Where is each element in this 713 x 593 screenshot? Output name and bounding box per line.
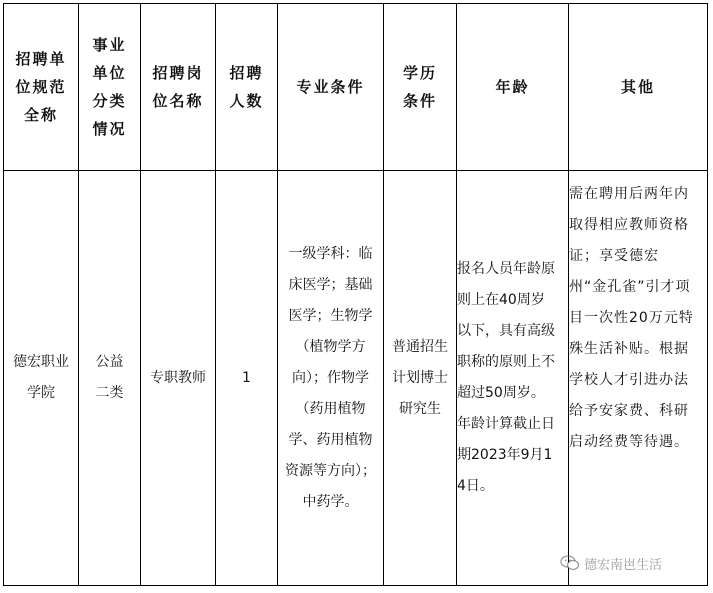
cell-headcount: 1 bbox=[216, 171, 278, 586]
cell-post-name: 专职教师 bbox=[141, 171, 216, 586]
header-post-name: 招聘岗位名称 bbox=[141, 4, 216, 171]
header-row bbox=[4, 4, 708, 171]
header-major: 专业条件 bbox=[278, 4, 384, 171]
watermark-text: 德宏南岜生活 bbox=[584, 557, 663, 573]
header-unit-category: 事业单位分类情况 bbox=[79, 4, 141, 171]
cell-unit-category: 公益二类 bbox=[79, 171, 141, 586]
header-education: 学历条件 bbox=[384, 4, 457, 171]
header-unit-name: 招聘单位规范全称 bbox=[4, 4, 79, 171]
table-row bbox=[4, 171, 708, 586]
watermark bbox=[560, 552, 662, 574]
header-headcount: 招聘人数 bbox=[216, 4, 278, 171]
cell-age: 报名人员年龄原则上在40周岁以下，具有高级职称的原则上不超过50周岁。年龄计算截止日期2023年9月14日。 bbox=[457, 171, 569, 586]
header-age: 年龄 bbox=[457, 4, 569, 171]
cell-other: 需在聘用后两年内取得相应教师资格证；享受德宏州“金孔雀”引才项目一次性20万元特殊生活补贴。根据学校人才引进办法给予安家费、科研启动经费等待遇。 bbox=[569, 171, 708, 586]
header-other: 其他 bbox=[569, 4, 708, 171]
cell-education: 普通招生计划博士研究生 bbox=[384, 171, 457, 586]
cell-unit-name: 德宏职业学院 bbox=[4, 171, 79, 586]
cell-major: 一级学科：临床医学；基础医学；生物学（植物学方向）；作物学（药用植物学、药用植物资源等方向）；中药学。 bbox=[278, 171, 384, 586]
recruitment-table bbox=[3, 3, 708, 586]
wechat-icon bbox=[560, 555, 580, 571]
